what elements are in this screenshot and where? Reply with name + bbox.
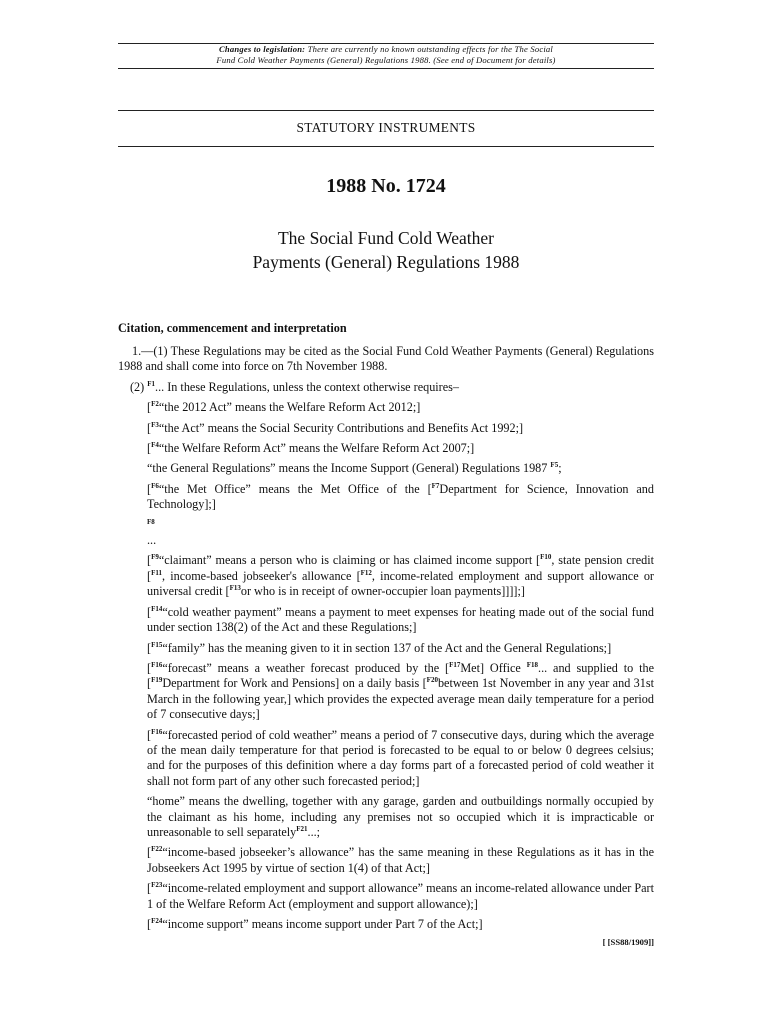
definition-forecast: [$^{F16}$“forecast” means a weather forecast produced by the [$^{F17}$Met] Office $^{F18}$... and supplied to the [$^{F19}$Department for Work and Pensions] on a daily basis [$^{F20}$between 1st November in any year and 31st March in the following year,] which provides the expected average mean daily temperature for a period of 7 consecutive days;] bbox=[147, 660, 655, 722]
document-title bbox=[118, 226, 654, 274]
banner-line-2: Fund Cold Weather Payments (General) Regulations 1988. (See end of Document for details) bbox=[216, 55, 556, 65]
section-heading: Citation, commencement and interpretation bbox=[118, 321, 347, 335]
footnote-ref[interactable]: F11 bbox=[151, 568, 162, 577]
footnote-ref[interactable]: F21 bbox=[296, 824, 308, 833]
definition-general-regulations: “the General Regulations” means the Income Support (General) Regulations 1987 $^{F5}$; bbox=[147, 461, 562, 476]
footnote-ref[interactable]: F16 bbox=[151, 660, 163, 669]
footnote-ref[interactable]: F17 bbox=[449, 660, 461, 669]
footnote-ref[interactable]: F23 bbox=[151, 881, 163, 890]
footnote-ref[interactable]: F13 bbox=[229, 584, 241, 593]
regulation-body bbox=[118, 344, 654, 937]
footnote-ref[interactable]: F5 bbox=[550, 461, 559, 470]
definition-repealed: $^{F8}$ ... bbox=[147, 517, 157, 548]
footnote-ref[interactable]: F1 bbox=[147, 379, 156, 388]
footnote-ref[interactable]: F7 bbox=[431, 481, 440, 490]
banner-line-1: There are currently no known outstanding effects for the The Social bbox=[307, 44, 554, 54]
footnote-ref[interactable]: F19 bbox=[151, 676, 163, 685]
banner-lead: Changes to legislation: bbox=[218, 44, 306, 54]
instrument-number: 1988 No. 1724 bbox=[326, 175, 446, 197]
footnote-ref[interactable]: F8 bbox=[147, 517, 155, 526]
definition-met-office: [$^{F6}$“the Met Office” means the Met Office of the [$^{F7}$Department for Science, Innovation and Technology];] bbox=[147, 481, 654, 512]
definition-home: “home” means the dwelling, together with any garage, garden and outbuildings normally occupied by the claimant as his home, including any premises not so occupied which it is impracticable or unreasonable to sell separately$^{F21}$...; bbox=[147, 794, 654, 839]
series-top-rule bbox=[118, 110, 654, 111]
footnote-ref[interactable]: F2 bbox=[151, 400, 159, 409]
changes-banner bbox=[118, 44, 654, 66]
definition-cold-weather-payment: [$^{F14}$“cold weather payment” means a payment to meet expenses for heating made out of the social fund under section 138(2) of the Act and these Regulations;] bbox=[147, 604, 654, 635]
footnote-ref[interactable]: F4 bbox=[151, 441, 159, 450]
footnote-ref[interactable]: F14 bbox=[151, 604, 163, 613]
footnote-ref[interactable]: F18 bbox=[526, 660, 539, 669]
footnote-ref[interactable]: F10 bbox=[540, 553, 552, 562]
title-line-1: The Social Fund Cold Weather bbox=[277, 228, 494, 248]
banner-bottom-rule bbox=[118, 68, 654, 69]
definition-the-act: [$^{F3}$“the Act” means the Social Security Contributions and Benefits Act 1992;] bbox=[147, 420, 524, 435]
definition-2012-act: [$^{F2}$“the 2012 Act” means the Welfare Reform Act 2012;] bbox=[147, 400, 421, 415]
definition-income-support: [$^{F24}$“income support” means income support under Part 7 of the Act;] bbox=[147, 917, 483, 931]
paragraph-2: (2) $^{F1}$... In these Regulations, unless the context otherwise requires– bbox=[130, 379, 459, 394]
definition-forecasted-period: [$^{F16}$“forecasted period of cold weather” means a period of 7 consecutive days, during which the average of the mean daily temperature for that period is forecasted to be equal to or below 0 degrees celsius; and for the purposes of this definition where a day forms part of a forecasted period of cold weather it shall not form part of any other such forecasted period;] bbox=[147, 727, 654, 788]
series-bottom-rule bbox=[118, 146, 654, 147]
footnote-ref[interactable]: F20 bbox=[426, 676, 438, 685]
page-footer-reference: [ [SS88/1909]] bbox=[602, 937, 654, 947]
definition-family: [$^{F15}$“family” has the meaning given to it in section 137 of the Act and the General Regulations;] bbox=[147, 640, 612, 655]
definition-claimant: [$^{F9}$“claimant” means a person who is claiming or has claimed income support [$^{F10}$, state pension credit [$^{F11}$, income-based jobseeker's allowance [$^{F12}$, income-related employment and support allowance or universal credit [$^{F13}$or who is in receipt of owner-occupier loan payments]]]];] bbox=[147, 553, 654, 599]
footnote-ref[interactable]: F12 bbox=[360, 568, 372, 577]
footnote-ref[interactable]: F6 bbox=[151, 481, 159, 490]
definition-welfare-reform-act: [$^{F4}$“the Welfare Reform Act” means the Welfare Reform Act 2007;] bbox=[147, 441, 475, 456]
title-line-2: Payments (General) Regulations 1988 bbox=[252, 252, 520, 272]
definition-jobseekers-allowance: [$^{F22}$“income-based jobseeker’s allowance” has the same meaning in these Regulations as it has in the Jobseekers Act 1995 by virtue of section 1(4) of that Act;] bbox=[147, 845, 654, 875]
footnote-ref[interactable]: F3 bbox=[151, 420, 159, 429]
footnote-ref[interactable]: F9 bbox=[151, 553, 159, 562]
paragraph-1: 1.—(1) These Regulations may be cited as the Social Fund Cold Weather Payments (General) Regulations 1988 and shall come into force on 7th November 1988. bbox=[118, 344, 654, 374]
definition-esa: [$^{F23}$“income-related employment and support allowance” means an income-related allowance under Part 1 of the Welfare Reform Act (employment and support allowance);] bbox=[147, 881, 654, 911]
footnote-ref[interactable]: F15 bbox=[151, 640, 163, 649]
footnote-ref[interactable]: F24 bbox=[151, 917, 163, 925]
footnote-ref[interactable]: F16 bbox=[151, 727, 163, 736]
footnote-ref[interactable]: F22 bbox=[151, 845, 163, 854]
series-label: STATUTORY INSTRUMENTS bbox=[296, 120, 476, 135]
